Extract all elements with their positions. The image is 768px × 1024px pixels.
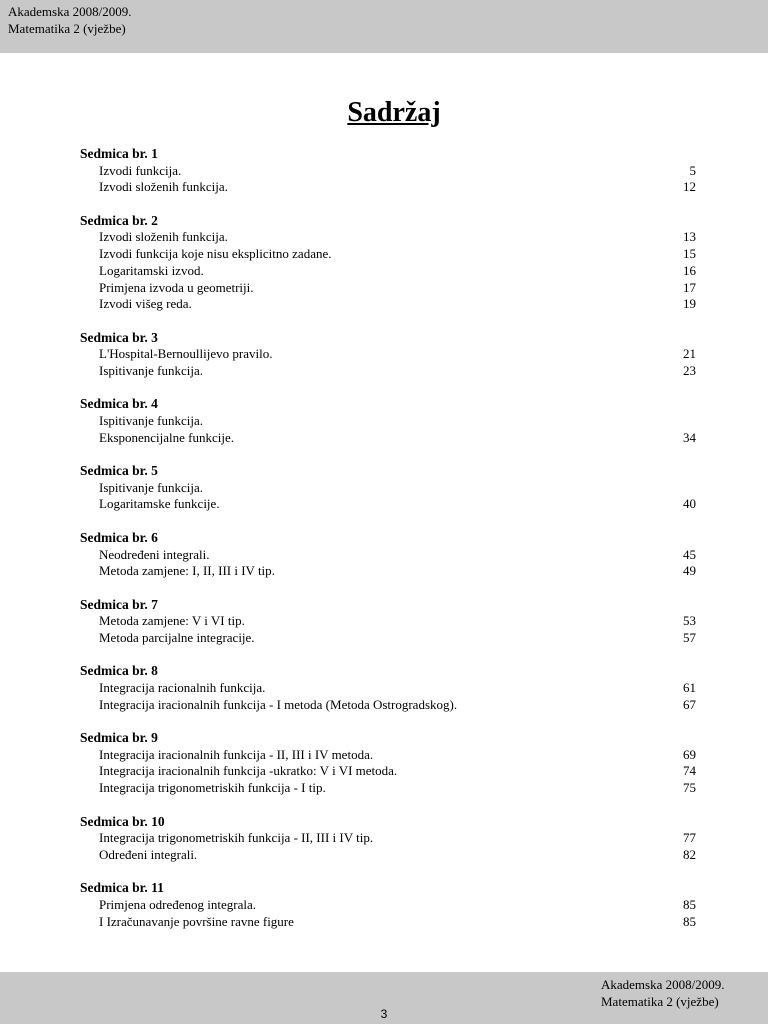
toc-entry: [80, 747, 696, 764]
toc-entry: [80, 613, 696, 630]
toc-entry-page: 15: [683, 246, 696, 262]
toc-entry: [80, 830, 696, 847]
toc-entry: [80, 346, 696, 363]
toc-entry: [80, 914, 696, 931]
toc-entry: [80, 430, 696, 447]
toc-entry-label: Metoda zamjene: V i VI tip.: [99, 613, 245, 629]
toc-entry: [80, 296, 696, 313]
toc-entry-label: Izvodi složenih funkcija.: [99, 179, 228, 195]
toc-entry-page: 69: [683, 746, 696, 762]
toc-entry: [80, 496, 696, 513]
toc-entry-label: Primjena određenog integrala.: [99, 896, 257, 912]
toc-entry-page: 23: [683, 362, 696, 378]
toc-week-section: [80, 880, 696, 930]
toc-entry-page: 49: [683, 563, 696, 579]
toc-entry-page: 13: [683, 229, 696, 245]
toc-entry: [80, 480, 696, 497]
toc-entry-label: Neodređeni integrali.: [99, 546, 210, 562]
toc-entry-page: 5: [689, 162, 696, 178]
table-of-contents: [80, 146, 696, 947]
toc-entry-label: Izvodi složenih funkcija.: [99, 229, 228, 245]
toc-week-title: Sedmica br. 11: [80, 880, 164, 896]
toc-entry-page: 40: [683, 496, 696, 512]
toc-entry: [80, 263, 696, 280]
toc-week-section: [80, 213, 696, 313]
toc-week-title: Sedmica br. 4: [80, 396, 158, 412]
toc-entry-page: 74: [683, 763, 696, 779]
toc-entry: [80, 246, 696, 263]
toc-week-title: Sedmica br. 3: [80, 329, 158, 345]
toc-entry: [80, 363, 696, 380]
toc-entry-label: Integracija iracionalnih funkcija -ukratko: V i VI metoda.: [99, 763, 398, 779]
toc-week-title: Sedmica br. 9: [80, 730, 158, 746]
toc-entry-label: I Izračunavanje površine ravne figure: [99, 913, 294, 929]
header-year: Akademska 2008/2009.: [8, 4, 132, 19]
toc-entry-label: Integracija iracionalnih funkcija - I metoda (Metoda Ostrogradskog).: [99, 696, 458, 712]
toc-entry-page: 16: [683, 262, 696, 278]
toc-entry-label: Integracija racionalnih funkcija.: [99, 680, 266, 695]
toc-entry: [80, 630, 696, 647]
toc-entry-page: 34: [683, 429, 696, 445]
toc-entry: [80, 280, 696, 297]
toc-entry-page: 19: [683, 296, 696, 312]
toc-entry: [80, 229, 696, 246]
toc-entry-label: Izvodi funkcija.: [99, 162, 182, 178]
toc-entry-page: 17: [683, 279, 696, 295]
footer-year: Akademska 2008/2009.: [601, 977, 725, 992]
toc-entry: [80, 413, 696, 430]
toc-week-section: [80, 463, 696, 513]
toc-entry-page: 75: [683, 780, 696, 796]
toc-entry-label: Integracija iracionalnih funkcija - II, III i IV metoda.: [99, 746, 374, 762]
toc-entry-page: 53: [683, 613, 696, 629]
toc-entry-label: Ispitivanje funkcija.: [99, 479, 203, 495]
toc-entry-label: Metoda parcijalne integracije.: [99, 629, 255, 645]
toc-entry: [80, 780, 696, 797]
toc-week-title: Sedmica br. 5: [80, 463, 158, 479]
toc-entry-label: Integracija trigonometriskih funkcija - I tip.: [99, 780, 326, 796]
toc-entry: [80, 179, 696, 196]
toc-entry: [80, 847, 696, 864]
toc-week-section: [80, 330, 696, 380]
toc-entry-label: Eksponencijalne funkcije.: [99, 429, 235, 445]
toc-week-title: Sedmica br. 8: [80, 663, 158, 679]
toc-week-title: Sedmica br. 10: [80, 813, 165, 829]
toc-entry-page: 85: [683, 913, 696, 929]
toc-week-section: [80, 146, 696, 196]
toc-week-section: [80, 663, 696, 713]
toc-entry-page: 77: [683, 830, 696, 846]
page-title: Sadržaj: [347, 97, 441, 128]
toc-entry-label: Logaritamske funkcije.: [99, 496, 220, 512]
toc-entry-label: Ispitivanje funkcija.: [99, 413, 203, 428]
toc-entry-page: 57: [683, 629, 696, 645]
toc-week-section: [80, 530, 696, 580]
toc-entry-page: 82: [683, 846, 696, 862]
toc-entry-page: 61: [683, 680, 696, 695]
toc-entry-label: Metoda zamjene: I, II, III i IV tip.: [99, 563, 275, 579]
toc-entry-page: 85: [683, 896, 696, 912]
toc-entry: [80, 680, 696, 697]
toc-week-section: [80, 814, 696, 864]
toc-week-title: Sedmica br. 2: [80, 212, 158, 228]
toc-week-title: Sedmica br. 1: [80, 146, 158, 161]
toc-entry-label: Ispitivanje funkcija.: [99, 362, 203, 378]
toc-entry-page: 45: [683, 546, 696, 562]
toc-week-title: Sedmica br. 7: [80, 596, 158, 612]
toc-entry-label: Izvodi višeg reda.: [99, 296, 192, 312]
toc-entry-label: Određeni integrali.: [99, 846, 198, 862]
toc-entry-page: 21: [683, 346, 696, 362]
toc-entry-page: 67: [683, 696, 696, 712]
toc-entry: [80, 897, 696, 914]
toc-entry: [80, 547, 696, 564]
toc-entry-label: Primjena izvoda u geometriji.: [99, 279, 254, 295]
toc-entry-page: 12: [683, 179, 696, 195]
header-course: Matematika 2 (vježbe): [8, 21, 126, 36]
page-footer: [0, 972, 768, 1024]
footer-course: Matematika 2 (vježbe): [601, 994, 719, 1009]
toc-entry-label: Izvodi funkcija koje nisu eksplicitno zadane.: [99, 246, 332, 262]
toc-entry: [80, 763, 696, 780]
toc-entry: [80, 563, 696, 580]
toc-entry-label: Integracija trigonometriskih funkcija - II, III i IV tip.: [99, 830, 374, 846]
toc-week-section: [80, 396, 696, 446]
toc-week-title: Sedmica br. 6: [80, 529, 158, 545]
toc-week-section: [80, 730, 696, 797]
toc-entry-label: L'Hospital-Bernoullijevo pravilo.: [99, 346, 273, 362]
page-number: 3: [380, 1007, 388, 1021]
toc-week-section: [80, 597, 696, 647]
toc-entry: [80, 697, 696, 714]
toc-entry-label: Logaritamski izvod.: [99, 262, 204, 278]
toc-entry: [80, 163, 696, 180]
page-header: [0, 0, 768, 53]
